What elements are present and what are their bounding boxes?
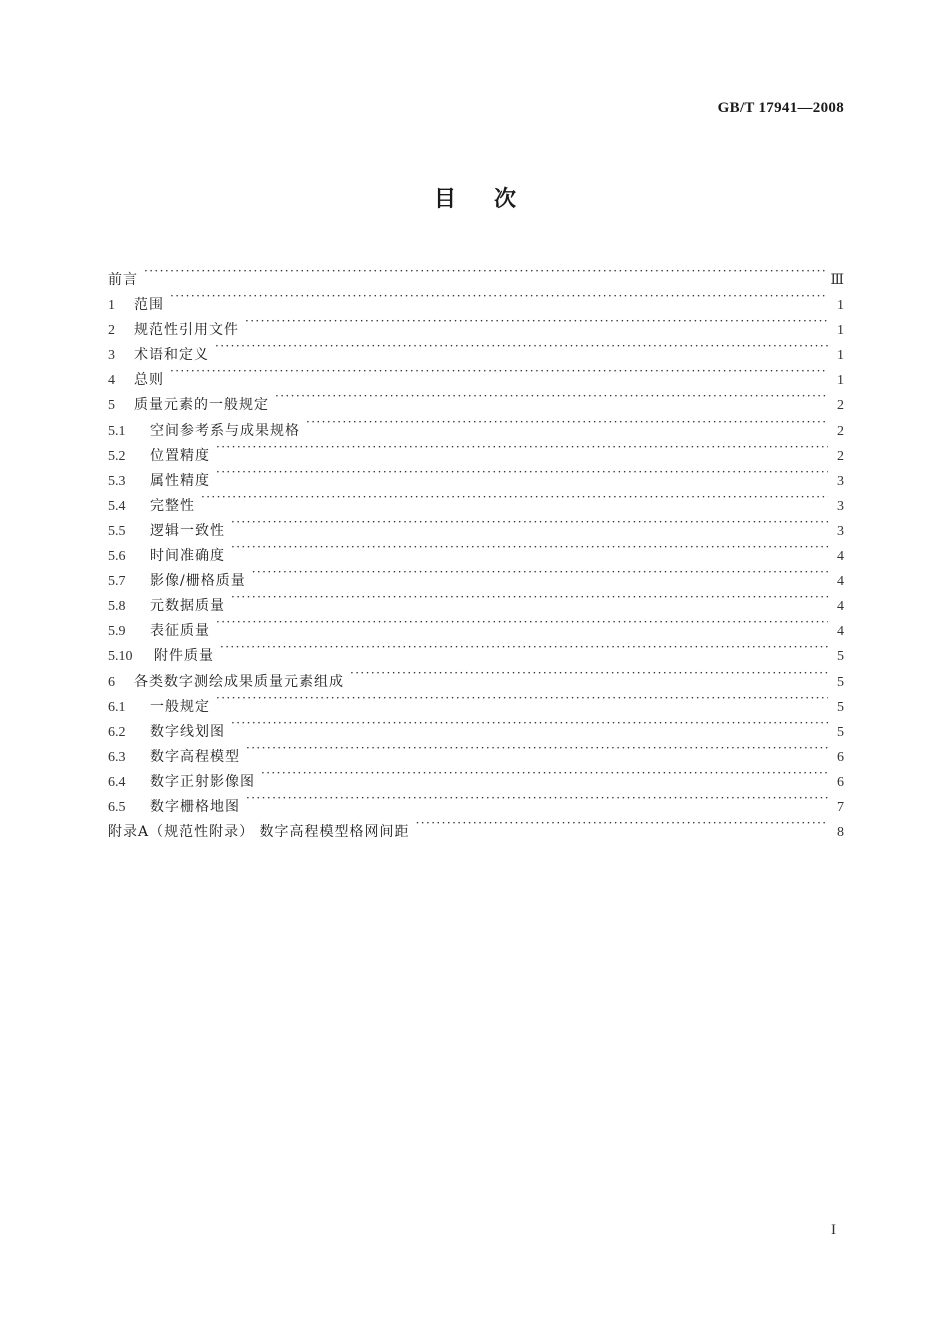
toc-entry[interactable] (108, 661, 844, 690)
toc-entry-label: 数字线划图 (150, 723, 225, 740)
dot-leader (216, 435, 828, 460)
toc-entry-number: 6.2 (108, 724, 126, 740)
toc-entry-page: 2 (837, 448, 844, 464)
page-title: 目次 (433, 187, 554, 212)
dot-leader (170, 359, 828, 384)
toc-entry-page: 4 (837, 574, 844, 590)
dot-leader (306, 410, 828, 435)
toc-entry-page: 1 (837, 323, 844, 339)
table-of-contents (108, 259, 844, 841)
dot-leader (215, 334, 828, 359)
toc-entry[interactable] (108, 259, 844, 288)
toc-entry-label: 位置精度 (150, 447, 210, 464)
toc-entry[interactable] (108, 711, 844, 740)
toc-entry-number: 5.10 (108, 649, 133, 665)
dot-leader (144, 259, 826, 284)
toc-entry-label: 时间准确度 (150, 548, 225, 565)
toc-entry-label: 属性精度 (150, 472, 210, 489)
toc-entry-label: 各类数字测绘成果质量元素组成 (134, 673, 344, 690)
toc-entry-page: 6 (837, 774, 844, 790)
toc-entry-number: 4 (108, 373, 115, 389)
toc-entry-number: 5.3 (108, 473, 126, 489)
toc-entry[interactable] (108, 309, 844, 339)
toc-entry-label: 附录A（规范性附录） 数字高程模型格网间距 (108, 824, 410, 841)
toc-entry-page: Ⅲ (830, 273, 844, 288)
toc-entry[interactable] (108, 384, 844, 414)
toc-entry-page: 5 (837, 699, 844, 715)
toc-entry-label: 数字栅格地图 (150, 798, 240, 815)
toc-entry-page: 7 (837, 799, 844, 815)
toc-entry[interactable] (108, 686, 844, 715)
toc-entry-number: 2 (108, 323, 115, 339)
toc-entry-page: 6 (837, 749, 844, 765)
toc-entry-number: 5.9 (108, 624, 126, 640)
toc-entry[interactable] (108, 460, 844, 489)
dot-leader (220, 635, 828, 660)
toc-entry-page: 2 (837, 398, 844, 414)
dot-leader (216, 686, 828, 711)
dot-leader (231, 510, 828, 535)
toc-entry-label: 空间参考系与成果规格 (150, 422, 300, 439)
toc-entry-page: 1 (837, 373, 844, 389)
toc-entry-label: 一般规定 (150, 698, 210, 715)
toc-entry-label: 影像/栅格质量 (150, 573, 246, 590)
dot-leader (275, 384, 828, 409)
dot-leader (416, 811, 828, 836)
toc-entry[interactable] (108, 610, 844, 640)
dot-leader (201, 485, 828, 510)
toc-entry-number: 5.6 (108, 549, 126, 565)
toc-entry-page: 4 (837, 624, 844, 640)
toc-entry-label: 总则 (134, 372, 164, 389)
toc-entry-page: 3 (837, 523, 844, 539)
toc-entry-label: 范围 (134, 297, 164, 314)
toc-entry-number: 5.7 (108, 574, 126, 590)
toc-entry[interactable] (108, 510, 844, 539)
toc-entry-page: 5 (837, 724, 844, 740)
toc-entry-number: 1 (108, 298, 115, 314)
toc-entry-number: 6.3 (108, 749, 126, 765)
toc-entry-label: 术语和定义 (134, 347, 209, 364)
dot-leader (231, 535, 828, 560)
toc-entry-label: 前言 (108, 272, 138, 288)
toc-entry-number: 5 (108, 398, 115, 414)
toc-entry[interactable] (108, 485, 844, 514)
toc-entry-label: 完整性 (150, 497, 195, 514)
standard-number: GB/T 17941—2008 (717, 100, 844, 116)
toc-entry-label: 质量元素的一般规定 (134, 397, 269, 414)
toc-entry-number: 6.5 (108, 799, 126, 815)
toc-entry-page: 2 (837, 423, 844, 439)
dot-leader (350, 661, 828, 686)
toc-entry-number: 6 (108, 674, 115, 690)
toc-entry-label: 逻辑一致性 (150, 522, 225, 539)
dot-leader (231, 585, 828, 610)
toc-entry-page: 8 (837, 825, 844, 841)
dot-leader (216, 460, 828, 485)
toc-entry-label: 数字正射影像图 (150, 773, 255, 790)
toc-entry[interactable] (108, 359, 844, 389)
toc-entry-number: 5.5 (108, 523, 126, 539)
toc-entry-page: 1 (837, 348, 844, 364)
toc-entry-page: 3 (837, 473, 844, 489)
toc-entry[interactable] (108, 435, 844, 464)
toc-entry-number: 6.1 (108, 699, 126, 715)
dot-leader (170, 284, 828, 309)
toc-entry-number: 3 (108, 348, 115, 364)
toc-entry-number: 5.4 (108, 498, 126, 514)
toc-entry-number: 6.4 (108, 774, 126, 790)
toc-entry-label: 数字高程模型 (150, 748, 240, 765)
toc-entry[interactable] (108, 284, 844, 314)
dot-leader (231, 711, 828, 736)
dot-leader (261, 761, 828, 786)
toc-entry[interactable] (108, 334, 844, 364)
toc-entry-number: 5.8 (108, 599, 126, 615)
toc-entry-page: 5 (837, 649, 844, 665)
toc-entry-label: 规范性引用文件 (134, 322, 239, 339)
toc-entry-number: 5.1 (108, 423, 126, 439)
toc-entry-page: 4 (837, 599, 844, 615)
dot-leader (246, 786, 828, 811)
toc-entry-label: 元数据质量 (150, 598, 225, 615)
page-number: I (831, 1222, 836, 1238)
dot-leader (252, 560, 828, 585)
toc-entry[interactable] (108, 635, 844, 665)
dot-leader (246, 736, 828, 761)
dot-leader (216, 610, 828, 635)
toc-entry-page: 3 (837, 498, 844, 514)
toc-entry-page: 4 (837, 549, 844, 565)
dot-leader (245, 309, 828, 334)
toc-entry-page: 5 (837, 674, 844, 690)
toc-entry-number: 5.2 (108, 448, 126, 464)
toc-entry-page: 1 (837, 298, 844, 314)
toc-entry-label: 附件质量 (154, 648, 214, 665)
toc-entry-label: 表征质量 (150, 623, 210, 640)
